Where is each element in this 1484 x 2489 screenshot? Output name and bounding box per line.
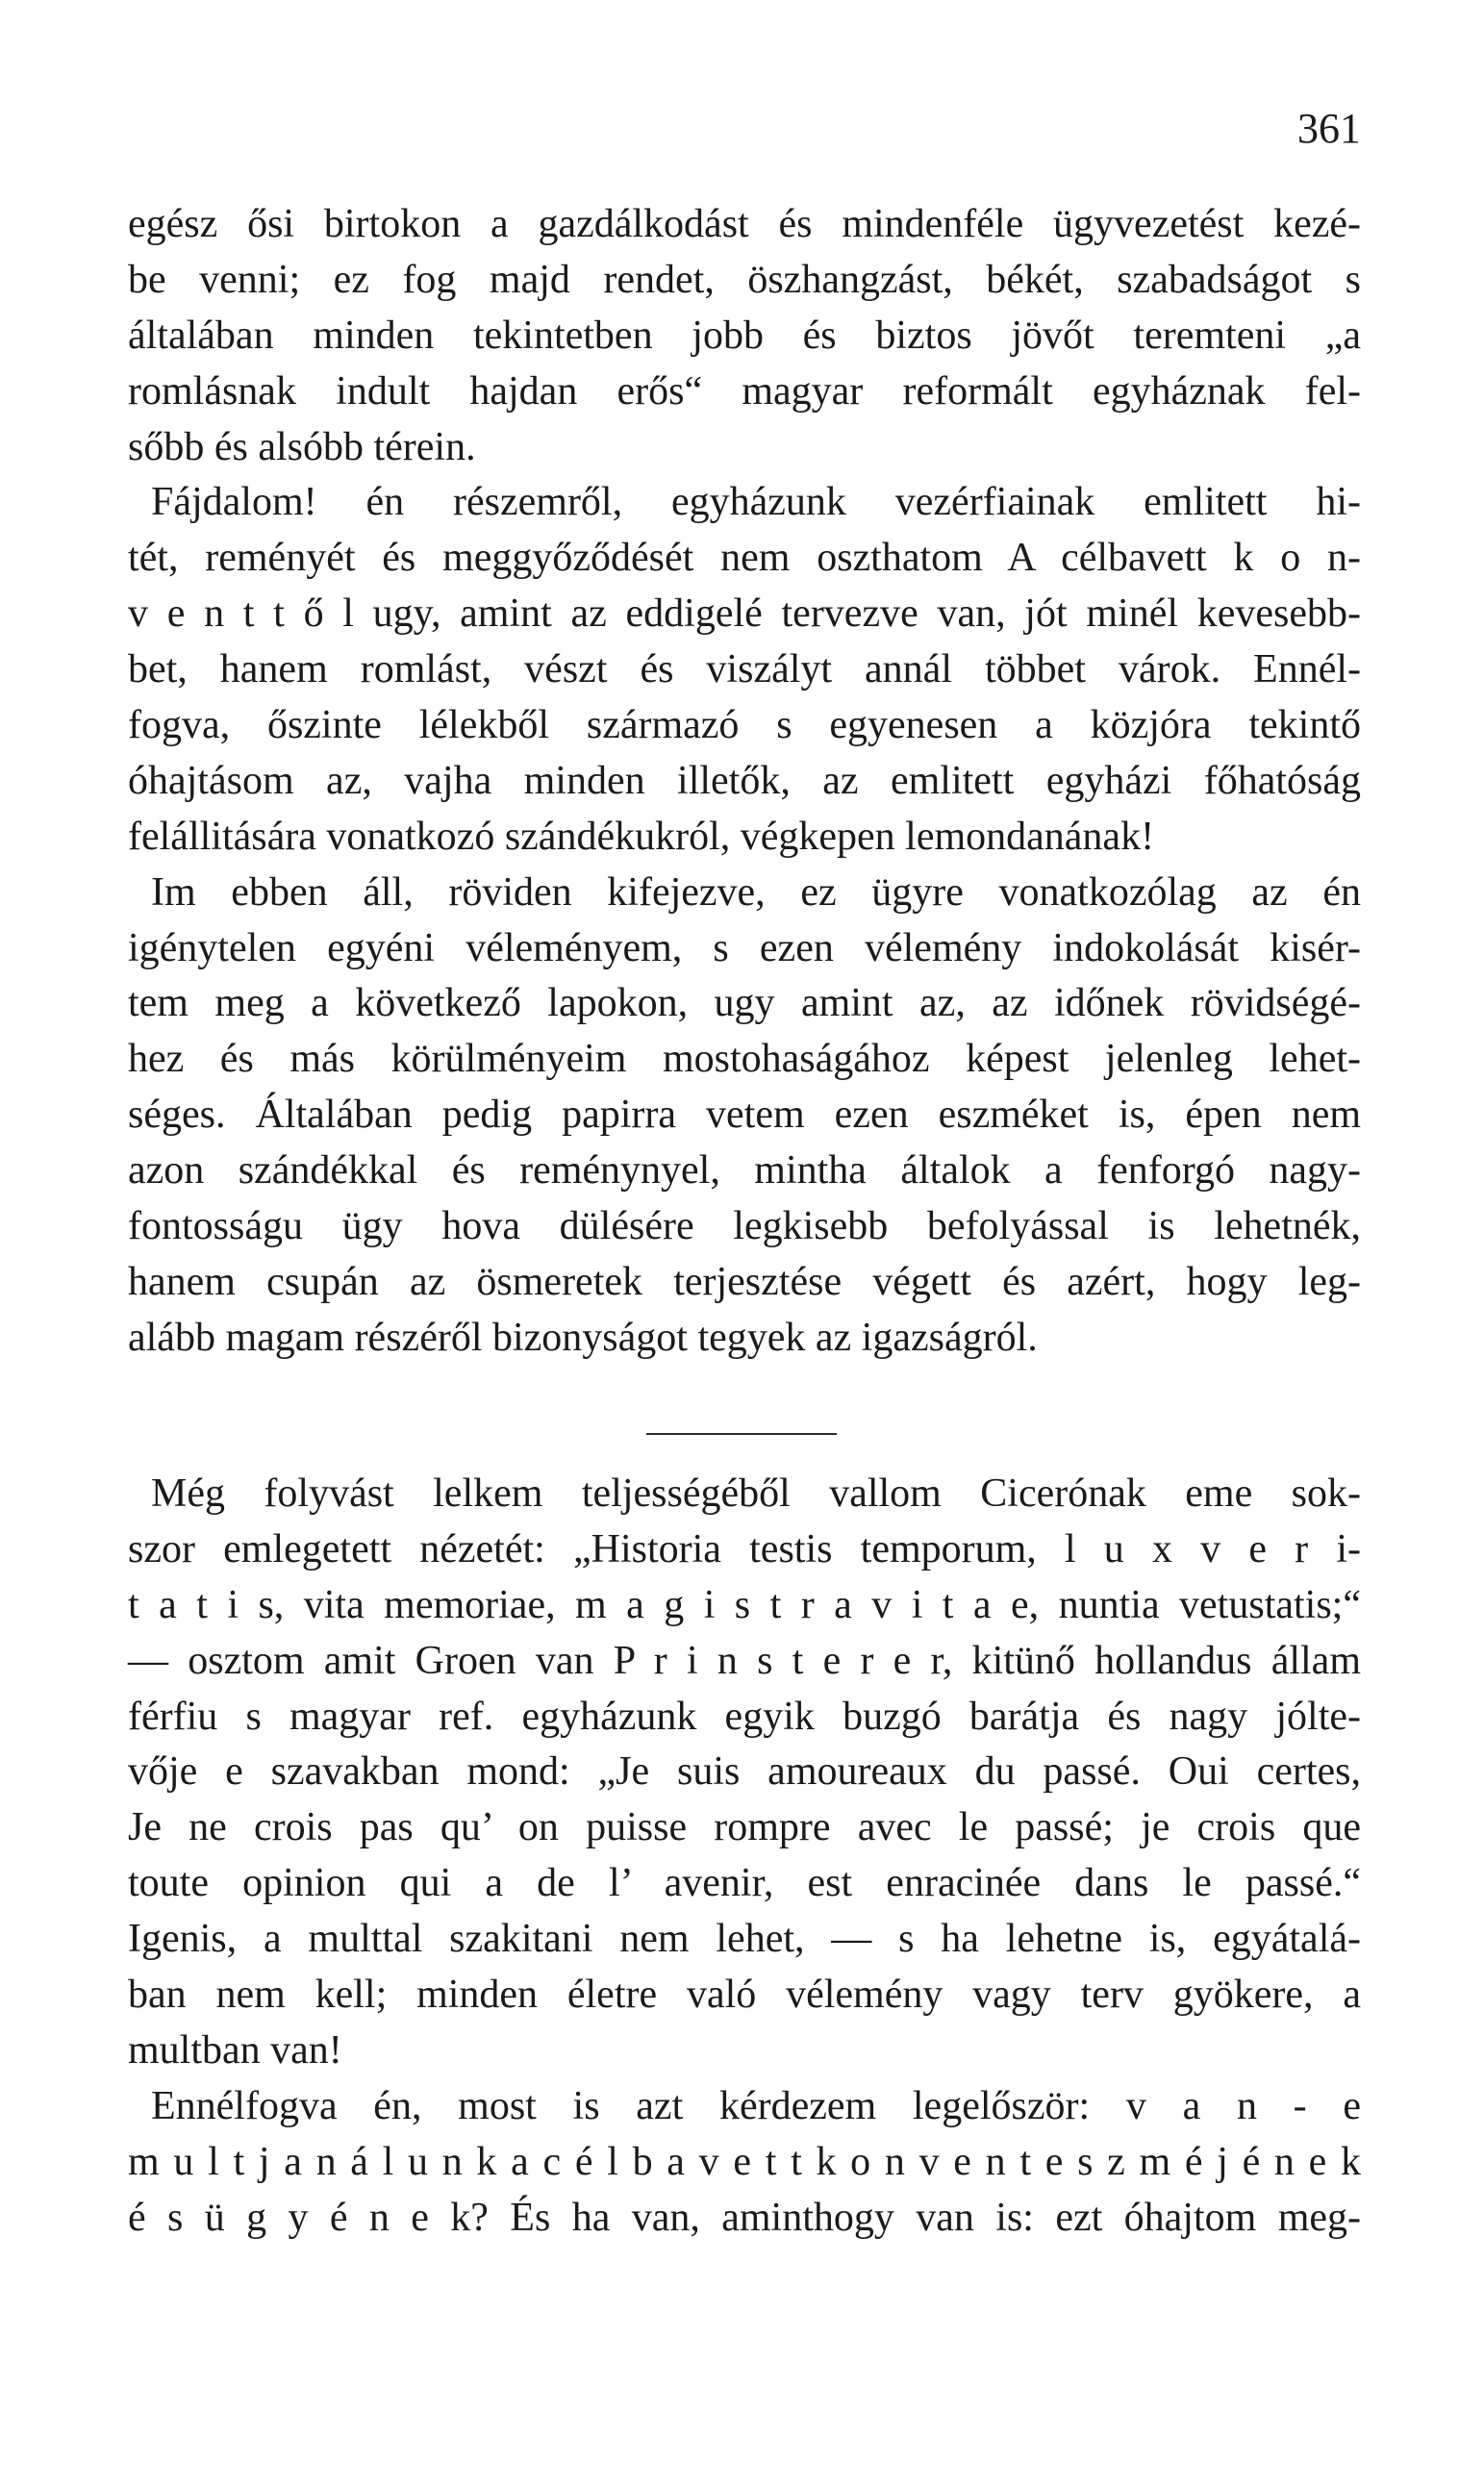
text-line: é s ü g y é n e k? És ha van, aminthogy van is: ezt óhajtom meg-: [128, 2195, 1361, 2240]
text-line: általában minden tekintetben jobb és biztos jövőt teremteni „a: [128, 313, 1361, 358]
page-number: 361: [1297, 105, 1361, 152]
text-line: óhajtásom az, vajha minden illetők, az emlitett egyházi főhatóság: [128, 758, 1361, 803]
text-line: ban nem kell; minden életre való vélemény vagy terv gyökere, a: [128, 1973, 1361, 2018]
text-line: sőbb és alsóbb térein.: [128, 424, 476, 469]
text-line: m u l t j a n á l u n k a c é l b a v e t t k o n v e n t e s z m é j é n e k: [128, 2139, 1361, 2184]
text-section-2: [128, 1467, 1361, 2246]
text-line: fogva, őszinte lélekből származó s egyenesen a közjóra tekintő: [128, 703, 1361, 748]
text-line: hez és más körülményeim mostohaságához képest jelenleg lehet-: [128, 1037, 1361, 1082]
text-line: séges. Általában pedig papirra vetem ezen eszméket is, épen nem: [128, 1093, 1361, 1138]
text-line: szor emlegetett nézetét: „Historia testis temporum, l u x v e r i-: [128, 1526, 1361, 1571]
text-line: v e n t t ő l ugy, amint az eddigelé tervezve van, jót minél kevesebb-: [128, 591, 1361, 637]
text-line: Még folyvást lelkem teljességéből vallom Cicerónak eme sok-: [151, 1471, 1361, 1516]
text-line: be venni; ez fog majd rendet, öszhangzást, békét, szabadságot s: [128, 257, 1361, 302]
text-line: t a t i s, vita memoriae, m a g i s t r a v i t a e, nuntia vetustatis;“: [128, 1582, 1361, 1627]
text-line: Ennélfogva én, most is azt kérdezem legelőször: v a n - e: [151, 2083, 1361, 2128]
text-line: tét, reményét és meggyőződését nem oszthatom A célbavett k o n-: [128, 536, 1361, 581]
text-line: Im ebben áll, röviden kifejezve, ez ügyre vonatkozólag az én: [151, 869, 1361, 915]
text-line: tem meg a következő lapokon, ugy amint az, az időnek rövidségé-: [128, 981, 1361, 1026]
text-line: hanem csupán az ösmeretek terjesztése végett és azért, hogy leg-: [128, 1259, 1361, 1304]
text-line: Igenis, a multtal szakitani nem lehet, — s ha lehetne is, egyátalá-: [128, 1917, 1361, 1962]
text-line: — osztom amit Groen van P r i n s t e r e r, kitünő hollandus állam: [128, 1638, 1361, 1683]
text-line: felállitására vonatkozó szándékukról, végkepen lemondanának!: [128, 814, 1155, 859]
text-line: fontosságu ügy hova dülésére legkisebb befolyással is lehetnék,: [128, 1204, 1361, 1249]
text-line: férfiu s magyar ref. egyházunk egyik buzgó barátja és nagy jólte-: [128, 1694, 1361, 1739]
text-line: toute opinion qui a de l’ avenir, est enracinée dans le passé.“: [128, 1861, 1361, 1906]
text-line: multban van!: [128, 2027, 342, 2073]
text-line: alább magam részéről bizonyságot tegyek az igazságról.: [128, 1315, 1038, 1360]
text-section-1: [128, 197, 1361, 1367]
text-line: igénytelen egyéni véleményem, s ezen vélemény indokolását kisér-: [128, 925, 1361, 970]
text-line: vője e szavakban mond: „Je suis amoureaux du passé. Oui certes,: [128, 1749, 1361, 1795]
text-line: bet, hanem romlást, vészt és viszályt annál többet várok. Ennél-: [128, 647, 1361, 692]
text-line: Fájdalom! én részemről, egyházunk vezérfiainak emlitett hi-: [151, 480, 1361, 525]
text-line: egész ősi birtokon a gazdálkodást és mindenféle ügyvezetést kezé-: [128, 202, 1361, 246]
text-line: romlásnak indult hajdan erős“ magyar reformált egyháznak fel-: [128, 368, 1361, 414]
text-line: azon szándékkal és reménynyel, mintha általok a fenforgó nagy-: [128, 1148, 1361, 1194]
section-divider: [646, 1433, 837, 1435]
text-line: Je ne crois pas qu’ on puisse rompre avec le passé; je crois que: [128, 1805, 1361, 1850]
